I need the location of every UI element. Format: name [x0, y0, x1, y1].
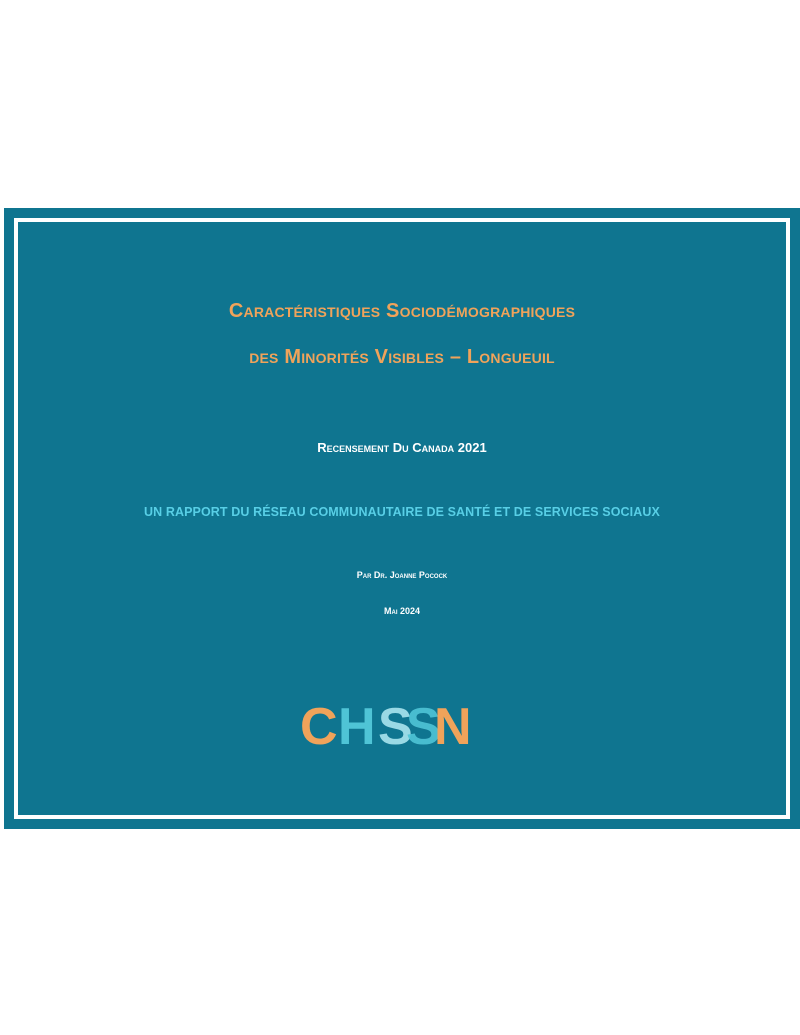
svg-text:S: S	[406, 698, 441, 750]
svg-text:H: H	[338, 698, 376, 750]
svg-text:C: C	[300, 698, 338, 750]
cover-title-line-1: Caractéristiques Sociodémographiques	[228, 300, 576, 322]
svg-text:N: N	[434, 698, 472, 750]
census-subtitle: Recensement Du Canada 2021	[317, 440, 487, 455]
publication-date: Mai 2024	[383, 606, 421, 616]
report-publisher-line: UN RAPPORT DU RÉSEAU COMMUNAUTAIRE DE SANTÉ ET DE SERVICES SOCIAUX	[144, 505, 660, 519]
svg-text:S: S	[378, 698, 413, 750]
report-cover	[4, 208, 800, 829]
cover-title-line-2: des Minorités Visibles – Longueuil	[249, 346, 555, 368]
author-line: Par Dr. Joanne Pocock	[356, 570, 448, 580]
chssn-logo	[300, 698, 500, 750]
